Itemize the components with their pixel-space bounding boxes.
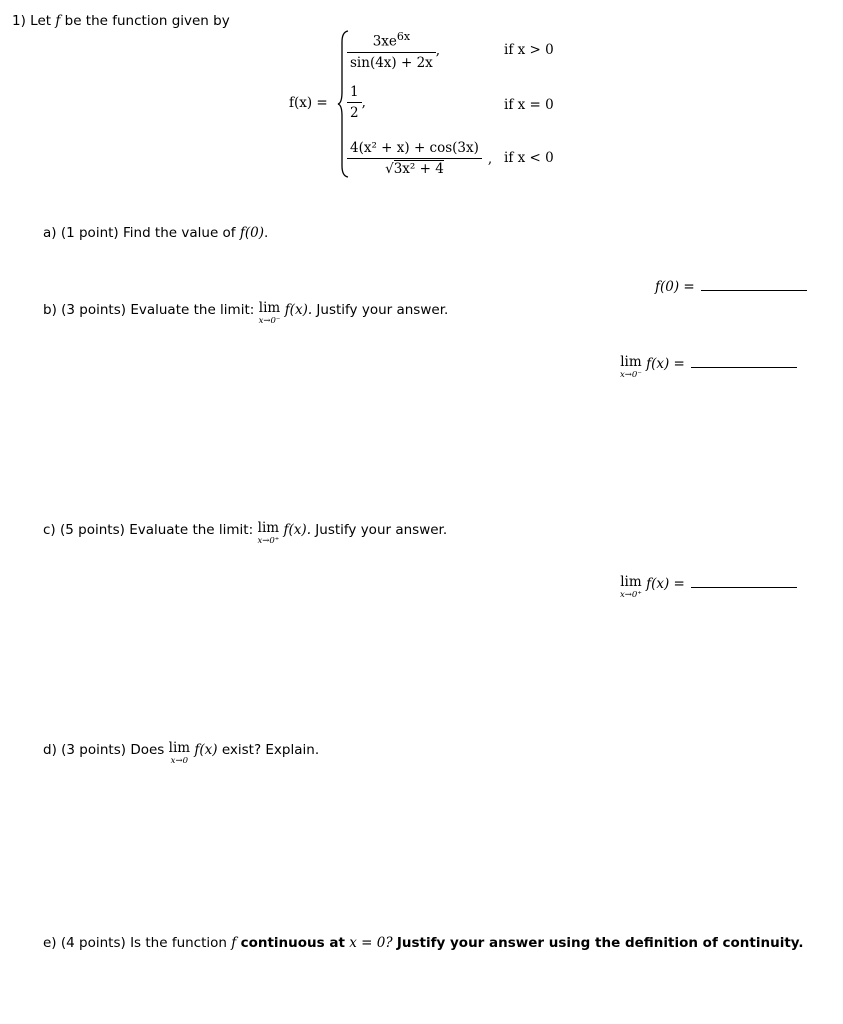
case2-expression bbox=[347, 84, 366, 121]
case2-condition: if x = 0 bbox=[504, 97, 554, 113]
part-e-bold-a: continuous at bbox=[240, 935, 345, 951]
part-c-lim: lim bbox=[257, 520, 280, 536]
case3-denominator: 3x² + 4 bbox=[393, 161, 444, 177]
case3-condition: if x < 0 bbox=[504, 150, 554, 166]
part-b-expr: f(x). bbox=[284, 302, 313, 318]
part-e-x-eq: x = 0? bbox=[349, 935, 393, 951]
part-e-function: f bbox=[231, 935, 237, 951]
case1-numerator: 3xe bbox=[372, 33, 397, 50]
part-c-question bbox=[43, 522, 447, 545]
part-a-label: a) bbox=[43, 225, 57, 241]
answer-c-lim: lim bbox=[620, 574, 642, 590]
case2-comma: , bbox=[361, 94, 366, 111]
answer-b-label: f(x) = bbox=[646, 356, 685, 372]
part-e-points: (4 points) bbox=[60, 935, 126, 951]
function-lhs: f(x) = bbox=[289, 95, 328, 111]
case3-expression bbox=[347, 140, 492, 177]
part-b-question bbox=[43, 302, 448, 325]
case1-comma: , bbox=[435, 42, 441, 59]
problem-header bbox=[12, 13, 230, 29]
case1-expression bbox=[347, 30, 440, 71]
part-a-expr: f(0) bbox=[239, 225, 264, 241]
part-c-expr: f(x). bbox=[283, 522, 311, 538]
answer-c-blank[interactable] bbox=[691, 587, 797, 588]
part-e-question bbox=[43, 935, 804, 951]
part-a-points: (1 point) bbox=[60, 225, 119, 241]
answer-c bbox=[620, 576, 797, 599]
problem-number: 1) bbox=[12, 13, 26, 29]
part-b-tail: Justify your answer. bbox=[316, 302, 449, 318]
part-c-text: Evaluate the limit: bbox=[129, 522, 254, 538]
intro-text-2: be the function given by bbox=[64, 13, 230, 29]
answer-b bbox=[620, 356, 797, 379]
part-d-lim: lim bbox=[168, 740, 191, 756]
part-d-tail: exist? Explain. bbox=[221, 742, 320, 758]
part-b-text: Evaluate the limit: bbox=[130, 302, 255, 318]
answer-c-lim-sub: x→0⁺ bbox=[620, 589, 642, 600]
part-b-label: b) bbox=[43, 302, 57, 318]
part-a-period: . bbox=[263, 225, 269, 241]
part-d-question bbox=[43, 742, 319, 765]
case2-numerator: 1 bbox=[347, 84, 362, 103]
part-d-expr: f(x) bbox=[194, 742, 218, 758]
answer-b-blank[interactable] bbox=[691, 367, 797, 368]
answer-a-label: f(0) = bbox=[655, 279, 695, 295]
part-d-text: Does bbox=[130, 742, 165, 758]
part-b-points: (3 points) bbox=[61, 302, 127, 318]
case1-condition: if x > 0 bbox=[504, 42, 554, 58]
case2-denominator: 2 bbox=[350, 105, 359, 121]
part-c-tail: Justify your answer. bbox=[315, 522, 448, 538]
case3-comma: , bbox=[487, 150, 493, 167]
function-name: f bbox=[55, 13, 61, 29]
answer-b-lim: lim bbox=[620, 354, 642, 370]
case3-numerator: 4(x² + x) + cos(3x) bbox=[347, 140, 482, 159]
part-d-lim-sub: x→0 bbox=[170, 755, 188, 766]
sqrt-symbol: √ bbox=[385, 161, 394, 177]
part-b-lim: lim bbox=[258, 300, 281, 316]
answer-a bbox=[655, 279, 807, 295]
part-d-label: d) bbox=[43, 742, 57, 758]
answer-c-label: f(x) = bbox=[646, 576, 685, 592]
part-e-label: e) bbox=[43, 935, 57, 951]
part-c-label: c) bbox=[43, 522, 56, 538]
part-b-lim-sub: x→0⁻ bbox=[258, 315, 281, 326]
part-c-lim-sub: x→0⁺ bbox=[257, 535, 280, 546]
intro-text: Let bbox=[30, 13, 52, 29]
part-c-points: (5 points) bbox=[60, 522, 125, 538]
answer-b-lim-sub: x→0⁻ bbox=[620, 369, 642, 380]
part-a-text: Find the value of bbox=[122, 225, 236, 241]
part-e-text: Is the function bbox=[130, 935, 227, 951]
part-a-question bbox=[43, 225, 268, 241]
case1-exponent: 6x bbox=[396, 30, 411, 43]
part-d-points: (3 points) bbox=[61, 742, 127, 758]
part-e-bold-b: Justify your answer using the definition of continuity. bbox=[396, 935, 804, 951]
answer-a-blank[interactable] bbox=[701, 290, 807, 291]
case1-denominator: sin(4x) + 2x bbox=[350, 54, 433, 71]
